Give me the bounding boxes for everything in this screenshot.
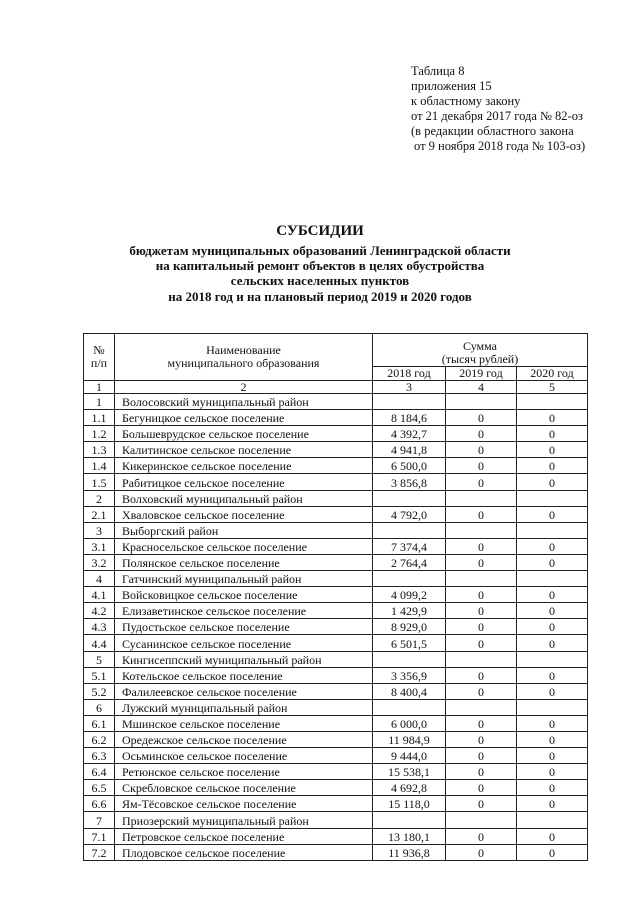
document-subtitle-line: на 2018 год и на плановый период 2019 и 2020 годов [168,289,472,304]
row-value-2019-cell: 0 [446,764,517,780]
row-number-cell: 4 [84,571,115,587]
row-number-cell: 6.4 [84,764,115,780]
headnote-line: Таблица 8 [411,64,465,78]
row-name-cell: Кингисеппский муниципальный район [115,651,373,667]
row-name-cell: Бегуницкое сельское поселение [115,410,373,426]
row-value-2019-cell [446,571,517,587]
table-row [84,571,588,587]
row-value-2018-cell [373,522,446,538]
table-row [84,426,588,442]
column-header-2018: 2018 год [373,367,446,381]
table-row [84,619,588,635]
row-name-cell: Хваловское сельское поселение [115,506,373,522]
row-value-2020-cell: 0 [517,844,588,860]
row-name-cell: Плодовское сельское поселение [115,844,373,860]
table-header-row [84,334,588,367]
row-value-2020-cell [517,571,588,587]
row-value-2018-cell: 3 856,8 [373,474,446,490]
row-value-2019-cell: 0 [446,426,517,442]
row-number-cell: 6.3 [84,748,115,764]
row-name-cell: Котельское сельское поселение [115,667,373,683]
row-number-cell: 2.1 [84,506,115,522]
row-value-2020-cell: 0 [517,715,588,731]
row-name-cell: Выборгский район [115,522,373,538]
column-header-name: Наименование муниципального образования [115,334,373,381]
row-value-2018-cell: 15 118,0 [373,796,446,812]
row-value-2020-cell: 0 [517,731,588,747]
headnote-line: приложения 15 [411,79,492,93]
row-number-cell: 6.5 [84,780,115,796]
row-value-2020-cell: 0 [517,667,588,683]
row-value-2018-cell: 15 538,1 [373,764,446,780]
row-value-2019-cell: 0 [446,410,517,426]
document-subtitle-line: на капитальный ремонт объектов в целях обустройства [155,258,485,273]
row-value-2018-cell: 7 374,4 [373,538,446,554]
table-row [84,554,588,570]
row-number-cell: 7 [84,812,115,828]
row-value-2018-cell [373,812,446,828]
row-value-2018-cell [373,651,446,667]
row-name-cell: Елизаветинское сельское поселение [115,603,373,619]
table-row [84,715,588,731]
row-number-cell: 1.2 [84,426,115,442]
row-value-2019-cell: 0 [446,667,517,683]
row-value-2019-cell: 0 [446,474,517,490]
row-value-2020-cell: 0 [517,748,588,764]
row-value-2020-cell: 0 [517,458,588,474]
row-value-2019-cell: 0 [446,458,517,474]
row-value-2019-cell [446,522,517,538]
row-name-cell: Ям-Тёсовское сельское поселение [115,796,373,812]
row-name-cell: Рабитицкое сельское поселение [115,474,373,490]
subsidies-table [83,333,588,861]
row-name-cell: Мшинское сельское поселение [115,715,373,731]
row-name-cell: Волосовский муниципальный район [115,394,373,410]
row-value-2019-cell: 0 [446,715,517,731]
row-value-2019-cell [446,699,517,715]
headnote-line: от 21 декабря 2017 года № 82-оз [411,109,583,123]
row-number-cell: 7.2 [84,844,115,860]
row-value-2019-cell: 0 [446,731,517,747]
row-name-cell: Волховский муниципальный район [115,490,373,506]
row-number-cell: 6.2 [84,731,115,747]
row-name-cell: Сусанинское сельское поселение [115,635,373,651]
row-value-2020-cell [517,522,588,538]
table-row [84,683,588,699]
row-value-2020-cell: 0 [517,780,588,796]
row-value-2018-cell: 8 400,4 [373,683,446,699]
row-value-2020-cell: 0 [517,442,588,458]
row-value-2018-cell: 2 764,4 [373,554,446,570]
row-value-2019-cell: 0 [446,796,517,812]
table-row [84,651,588,667]
row-name-cell: Пудостьское сельское поселение [115,619,373,635]
row-value-2018-cell: 6 000,0 [373,715,446,731]
row-name-cell: Красносельское сельское поселение [115,538,373,554]
row-number-cell: 4.1 [84,587,115,603]
headnote-line: от 9 ноября 2018 года № 103-оз) [414,139,586,153]
row-value-2018-cell: 4 941,8 [373,442,446,458]
table-row [84,764,588,780]
row-value-2020-cell [517,699,588,715]
row-number-cell: 6.1 [84,715,115,731]
row-value-2019-cell: 0 [446,844,517,860]
row-value-2018-cell [373,490,446,506]
row-value-2020-cell [517,812,588,828]
row-value-2019-cell: 0 [446,619,517,635]
row-value-2020-cell: 0 [517,587,588,603]
column-header-sum: Сумма (тысяч рублей) [373,334,588,367]
table-row [84,442,588,458]
table-row [84,796,588,812]
row-number-cell: 2 [84,490,115,506]
row-name-cell: Скребловское сельское поселение [115,780,373,796]
row-value-2018-cell: 13 180,1 [373,828,446,844]
row-number-cell: 6 [84,699,115,715]
row-number-cell: 5.1 [84,667,115,683]
row-number-cell: 7.1 [84,828,115,844]
row-number-cell: 3 [84,522,115,538]
row-value-2018-cell: 4 792,0 [373,506,446,522]
index-cell: 1 [84,381,115,394]
row-value-2019-cell: 0 [446,683,517,699]
row-value-2019-cell: 0 [446,748,517,764]
headnote-line: (в редакции областного закона [411,124,574,138]
row-value-2018-cell: 4 392,7 [373,426,446,442]
table-row [84,458,588,474]
row-value-2018-cell [373,699,446,715]
table-row [84,538,588,554]
row-name-cell: Петровское сельское поселение [115,828,373,844]
row-value-2018-cell: 4 099,2 [373,587,446,603]
column-header-2020: 2020 год [517,367,588,381]
row-value-2018-cell: 3 356,9 [373,667,446,683]
row-value-2019-cell: 0 [446,442,517,458]
row-name-cell: Фалилеевское сельское поселение [115,683,373,699]
row-value-2019-cell: 0 [446,828,517,844]
row-value-2018-cell: 8 184,6 [373,410,446,426]
index-cell: 5 [517,381,588,394]
table-row [84,667,588,683]
document-subtitle-line: сельских населенных пунктов [230,273,410,288]
row-value-2020-cell [517,651,588,667]
table-row [84,635,588,651]
row-value-2019-cell: 0 [446,587,517,603]
headnote-line: к областному закону [411,94,521,108]
row-number-cell: 3.2 [84,554,115,570]
table-row [84,394,588,410]
table-row [84,587,588,603]
row-value-2018-cell: 11 984,9 [373,731,446,747]
row-value-2020-cell: 0 [517,474,588,490]
row-value-2019-cell: 0 [446,538,517,554]
row-value-2020-cell: 0 [517,764,588,780]
row-number-cell: 3.1 [84,538,115,554]
row-number-cell: 5.2 [84,683,115,699]
table-row [84,812,588,828]
row-value-2020-cell: 0 [517,619,588,635]
table-row [84,748,588,764]
row-value-2018-cell: 6 501,5 [373,635,446,651]
row-value-2019-cell: 0 [446,635,517,651]
row-number-cell: 1.1 [84,410,115,426]
row-value-2018-cell [373,571,446,587]
table-row [84,828,588,844]
row-value-2018-cell: 8 929,0 [373,619,446,635]
row-value-2019-cell [446,651,517,667]
table-row [84,699,588,715]
row-name-cell: Полянское сельское поселение [115,554,373,570]
table-row [84,474,588,490]
row-value-2020-cell: 0 [517,635,588,651]
row-number-cell: 1.3 [84,442,115,458]
row-name-cell: Калитинское сельское поселение [115,442,373,458]
table-row [84,780,588,796]
table-row [84,410,588,426]
row-value-2018-cell: 6 500,0 [373,458,446,474]
index-cell: 4 [446,381,517,394]
row-value-2020-cell: 0 [517,796,588,812]
row-value-2019-cell [446,394,517,410]
index-cell: 2 [115,381,373,394]
row-value-2019-cell [446,490,517,506]
row-value-2018-cell: 4 692,8 [373,780,446,796]
row-value-2018-cell: 11 936,8 [373,844,446,860]
document-title: СУБСИДИИ [276,223,364,239]
row-number-cell: 4.4 [84,635,115,651]
table-row [84,522,588,538]
row-value-2018-cell [373,394,446,410]
row-value-2020-cell: 0 [517,554,588,570]
row-number-cell: 1.4 [84,458,115,474]
row-name-cell: Гатчинский муниципальный район [115,571,373,587]
row-value-2019-cell: 0 [446,506,517,522]
table-row [84,603,588,619]
row-value-2020-cell [517,394,588,410]
table-row [84,844,588,860]
row-value-2020-cell: 0 [517,410,588,426]
row-name-cell: Кикеринское сельское поселение [115,458,373,474]
row-value-2020-cell: 0 [517,506,588,522]
row-value-2019-cell: 0 [446,780,517,796]
row-name-cell: Оредежское сельское поселение [115,731,373,747]
row-value-2020-cell [517,490,588,506]
table-reference-note [411,64,585,154]
row-name-cell: Осьминское сельское поселение [115,748,373,764]
row-value-2018-cell: 9 444,0 [373,748,446,764]
document-subtitle-line: бюджетам муниципальных образований Ленинградской области [129,243,511,258]
table-row [84,731,588,747]
column-header-2019: 2019 год [446,367,517,381]
row-number-cell: 4.3 [84,619,115,635]
row-value-2020-cell: 0 [517,683,588,699]
row-value-2019-cell [446,812,517,828]
row-value-2020-cell: 0 [517,538,588,554]
row-name-cell: Лужский муниципальный район [115,699,373,715]
row-value-2020-cell: 0 [517,603,588,619]
row-name-cell: Большеврудское сельское поселение [115,426,373,442]
row-name-cell: Приозерский муниципальный район [115,812,373,828]
table-row [84,490,588,506]
row-number-cell: 4.2 [84,603,115,619]
index-cell: 3 [373,381,446,394]
row-value-2020-cell: 0 [517,828,588,844]
row-number-cell: 6.6 [84,796,115,812]
row-name-cell: Войсковицкое сельское поселение [115,587,373,603]
row-number-cell: 5 [84,651,115,667]
row-value-2019-cell: 0 [446,554,517,570]
row-name-cell: Ретюнское сельское поселение [115,764,373,780]
column-header-number: № п/п [84,334,115,381]
row-number-cell: 1 [84,394,115,410]
table-row [84,506,588,522]
table-index-row [84,381,588,394]
row-number-cell: 1.5 [84,474,115,490]
row-value-2019-cell: 0 [446,603,517,619]
row-value-2020-cell: 0 [517,426,588,442]
row-value-2018-cell: 1 429,9 [373,603,446,619]
